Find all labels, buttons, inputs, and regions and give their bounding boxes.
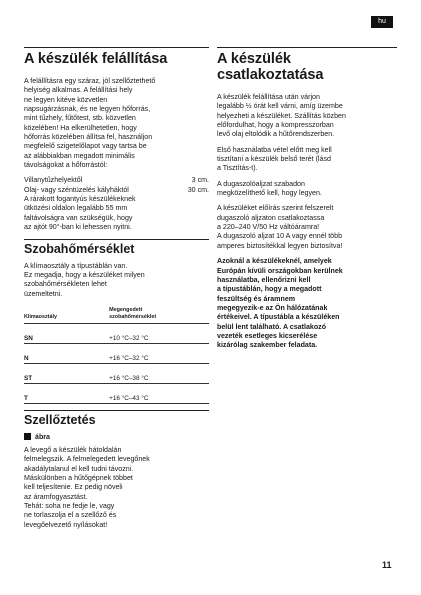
ventilation-heading: Szellőztetés bbox=[24, 412, 96, 427]
table-row bbox=[24, 343, 209, 363]
climate-class-cell: T bbox=[24, 383, 109, 403]
table-header-row bbox=[24, 305, 209, 324]
left-column bbox=[24, 47, 209, 536]
section-rule bbox=[24, 410, 209, 411]
table-row bbox=[24, 323, 209, 343]
climate-class-cell: SN bbox=[24, 323, 109, 343]
spec-row bbox=[24, 176, 209, 185]
spec-label: Villanytűzhelyektől bbox=[24, 176, 83, 185]
temperature-range-cell: +10 °C–32 °C bbox=[109, 323, 209, 343]
figure-marker-icon bbox=[24, 433, 31, 440]
connection-title: A készülék csatlakoztatása bbox=[217, 51, 324, 83]
section-rule bbox=[24, 47, 209, 48]
distance-spec bbox=[24, 176, 209, 195]
spec-label: Olaj- vagy széntüzelés kályháktól bbox=[24, 185, 129, 194]
section-rule bbox=[217, 47, 397, 48]
climate-class-cell: ST bbox=[24, 363, 109, 383]
temperature-range-cell: +16 °C–38 °C bbox=[109, 363, 209, 383]
voltage-warning-paragraph: Azoknál a készülékeknél, amelyek Európán kívüli országokban kerülnek használatba, ellenőrizni kell a típustáblán, hogy a megadott feszültség és áramnem megegyezik-e az Ön hálózatának értékeivel. A típustábla a készüléken belül lent található. A csatlakozó vezeték esetleges kicserélése kizárólag szakember feladata. bbox=[217, 257, 343, 350]
cleaning-paragraph: Első használatba vétel előtt meg kell tisztítani a készülék belső terét (lásd a Tisztítás-t). bbox=[217, 145, 332, 173]
permitted-temperature-header: Megengedett szobahőmérséklet bbox=[109, 305, 209, 324]
right-column bbox=[217, 47, 397, 357]
language-badge: hu bbox=[371, 16, 393, 28]
spec-row bbox=[24, 186, 209, 195]
figure-label: ábra bbox=[35, 432, 50, 441]
spec-value: 3 cm. bbox=[191, 176, 209, 185]
climate-class-header: Klímaosztály bbox=[24, 305, 109, 324]
page-number: 11 bbox=[382, 560, 392, 570]
section-rule bbox=[24, 239, 209, 240]
power-paragraph: A készüléket előírás szerint felszerelt dugaszoló aljzaton csatlakoztassa a 220–240 V/50 Hz váltóáramra! A dugaszoló aljzat 10 A vagy ennél több amperes biztosítékkal legyen biztosítva! bbox=[217, 204, 343, 250]
temperature-range-cell: +16 °C–32 °C bbox=[109, 343, 209, 363]
figure-reference bbox=[24, 433, 209, 441]
climate-paragraph: A klímaosztály a típustáblán van. Ez megadja, hogy a készüléket milyen szobahőmérsékleten lehet üzemeltetni. bbox=[24, 261, 145, 298]
handle-paragraph: A rárakott fogantyús készülékeknek ütközési oldalon legalább 55 mm faltávolságra van szükségük, hogy az ajtót 90°-ban ki lehessen nyitni. bbox=[24, 195, 136, 232]
table-row bbox=[24, 363, 209, 383]
temperature-range-cell: +16 °C–43 °C bbox=[109, 383, 209, 403]
wait-paragraph: A készülék felállítása után várjon legalább ½ órát kell várni, amíg üzembe helyezheti a készüléket. Szállítás közben előfordulhat, hogy a kompresszorban levő olaj eltolódik a hűtőrendszerben. bbox=[217, 93, 346, 139]
climate-class-cell: N bbox=[24, 343, 109, 363]
room-temperature-heading: Szobahőmérséklet bbox=[24, 241, 135, 256]
setup-paragraph: A felállításra egy száraz, jól szellőztethető helyiség alkalmas. A felállítási hely ne legyen kitéve közvetlen napsugárzásnak, és ne legyen hőforrás, mint tűzhely, fűtőtest, stb. közvetlen közelében! Ha elkerülhetetlen, hogy hőforrás közelében állítsa fel, használjon megfelelő szigetelőlapot vagy tartsa be az alábbiakban megadott minimális távolságokat a hőforrástól: bbox=[24, 77, 156, 170]
climate-class-table bbox=[24, 305, 209, 404]
socket-access-paragraph: A dugaszolóaljzat szabadon megközelíthető kell, hogy legyen. bbox=[217, 179, 322, 198]
spec-value: 30 cm. bbox=[187, 185, 209, 194]
table-row bbox=[24, 383, 209, 403]
setup-title: A készülék felállítása bbox=[24, 51, 168, 67]
ventilation-paragraph: A levegő a készülék hátoldalán felmelegszik. A felmelegedett levegőnek akadálytalanul el kell tudni távozni. Máskülönben a hűtőgépnek többet kell teljesítenie. Ez pedig növeli az áramfogyasztást. Tehát: soha ne fedje le, vagy ne torlaszolja el a szellőző és levegőelvezető nyílásokat! bbox=[24, 445, 150, 529]
